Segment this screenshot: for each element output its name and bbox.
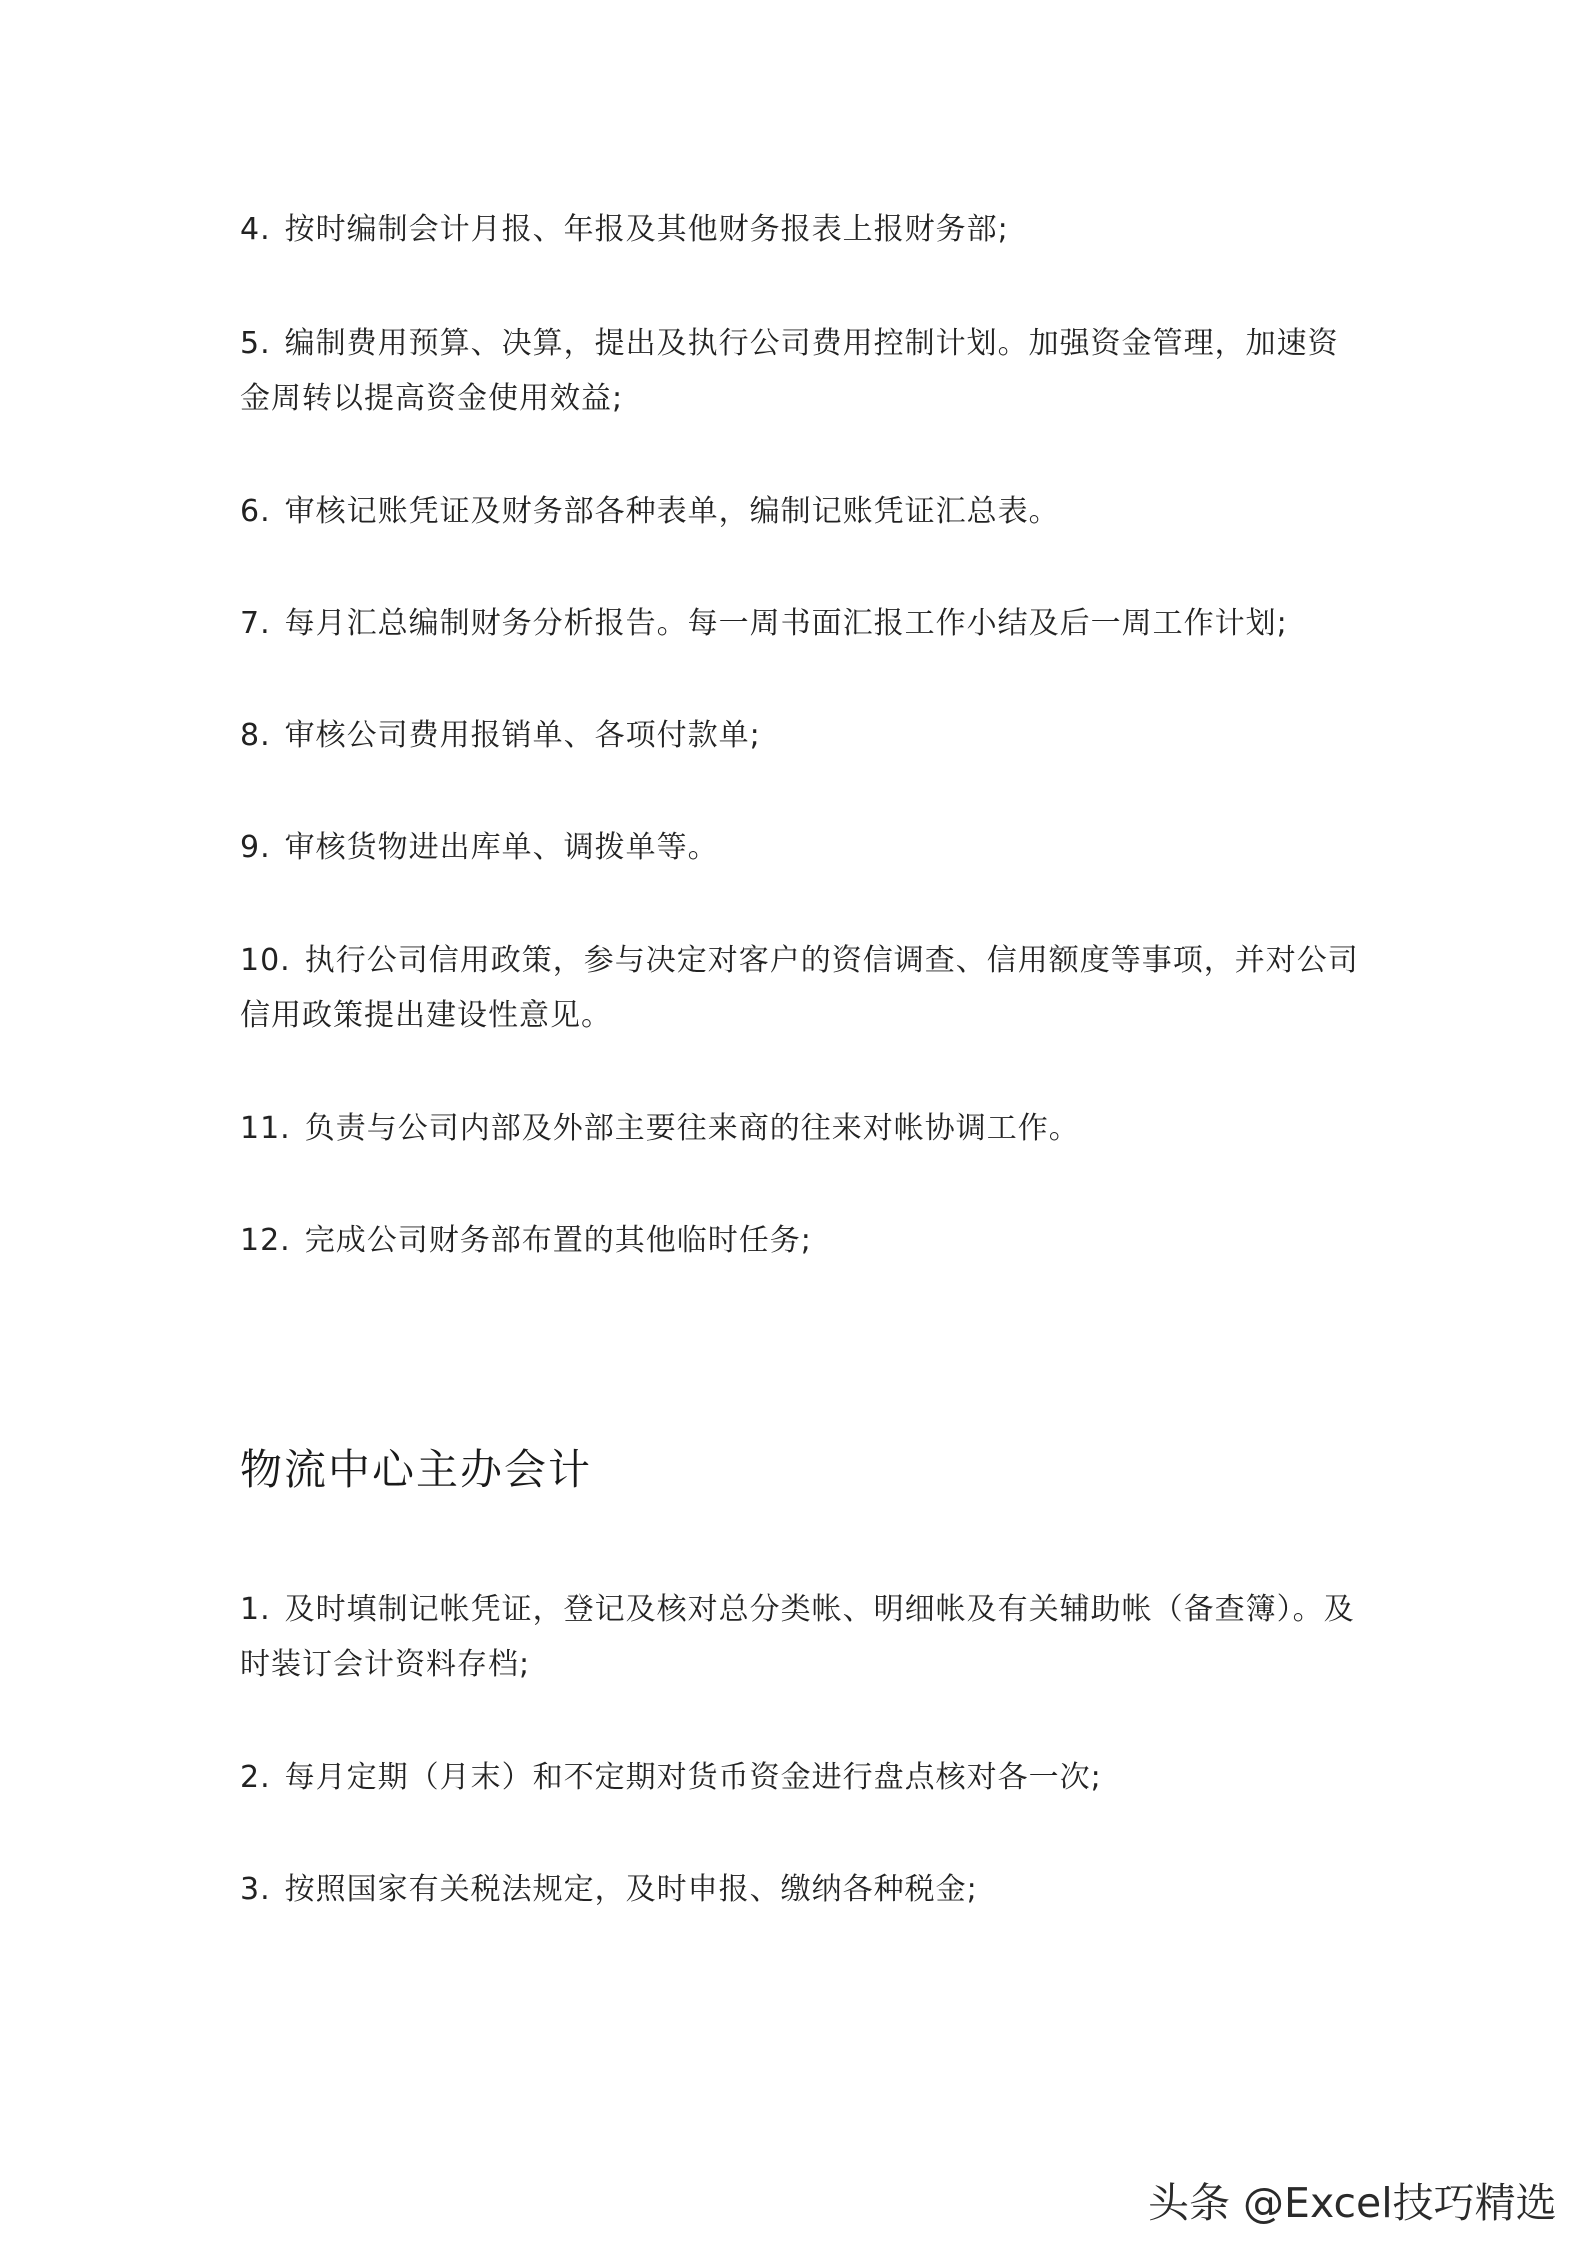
item-number: 6.	[240, 494, 271, 529]
list-item	[240, 933, 1360, 1043]
list-item	[240, 1750, 1360, 1805]
item-number: 7.	[240, 606, 271, 641]
item-number: 3.	[240, 1872, 271, 1907]
item-number: 4.	[240, 212, 271, 247]
item-number: 12.	[240, 1223, 291, 1258]
item-text: 审核公司费用报销单、各项付款单;	[284, 718, 761, 753]
item-text: 执行公司信用政策，参与决定对客户的资信调查、信用额度等事项，并对公司信用政策提出建设性意见。	[240, 943, 1359, 1033]
item-text: 按照国家有关税法规定，及时申报、缴纳各种税金;	[284, 1872, 978, 1907]
watermark-text: 头条 @Excel技巧精选	[1148, 2179, 1557, 2227]
item-text: 编制费用预算、决算，提出及执行公司费用控制计划。加强资金管理，加速资金周转以提高资金使用效益;	[240, 326, 1339, 416]
list-item	[240, 1862, 1360, 1917]
list-item	[240, 820, 1360, 875]
item-number: 11.	[240, 1111, 291, 1146]
item-text: 审核记账凭证及财务部各种表单，编制记账凭证汇总表。	[284, 494, 1060, 529]
list-item	[240, 484, 1360, 539]
list-item	[240, 596, 1360, 651]
list-item	[240, 316, 1360, 426]
item-text: 审核货物进出库单、调拨单等。	[284, 830, 719, 865]
section-heading: 物流中心主办会计	[240, 1445, 593, 1494]
item-text: 负责与公司内部及外部主要往来商的往来对帐协调工作。	[304, 1111, 1080, 1146]
item-number: 2.	[240, 1760, 271, 1795]
item-number: 10.	[240, 943, 291, 978]
list-item	[240, 1213, 1360, 1268]
item-text: 及时填制记帐凭证，登记及核对总分类帐、明细帐及有关辅助帐（备查簿）。及时装订会计资料存档;	[240, 1592, 1355, 1682]
item-text: 每月定期（月末）和不定期对货币资金进行盘点核对各一次;	[284, 1760, 1102, 1795]
item-number: 1.	[240, 1592, 271, 1627]
item-number: 9.	[240, 830, 271, 865]
list-item	[240, 1101, 1360, 1156]
list-item	[240, 202, 1360, 257]
list-item	[240, 708, 1360, 763]
list-item	[240, 1582, 1360, 1692]
item-text: 每月汇总编制财务分析报告。每一周书面汇报工作小结及后一周工作计划;	[284, 606, 1288, 641]
item-number: 8.	[240, 718, 271, 753]
item-number: 5.	[240, 326, 271, 361]
item-text: 完成公司财务部布置的其他临时任务;	[304, 1223, 812, 1258]
item-text: 按时编制会计月报、年报及其他财务报表上报财务部;	[284, 212, 1009, 247]
